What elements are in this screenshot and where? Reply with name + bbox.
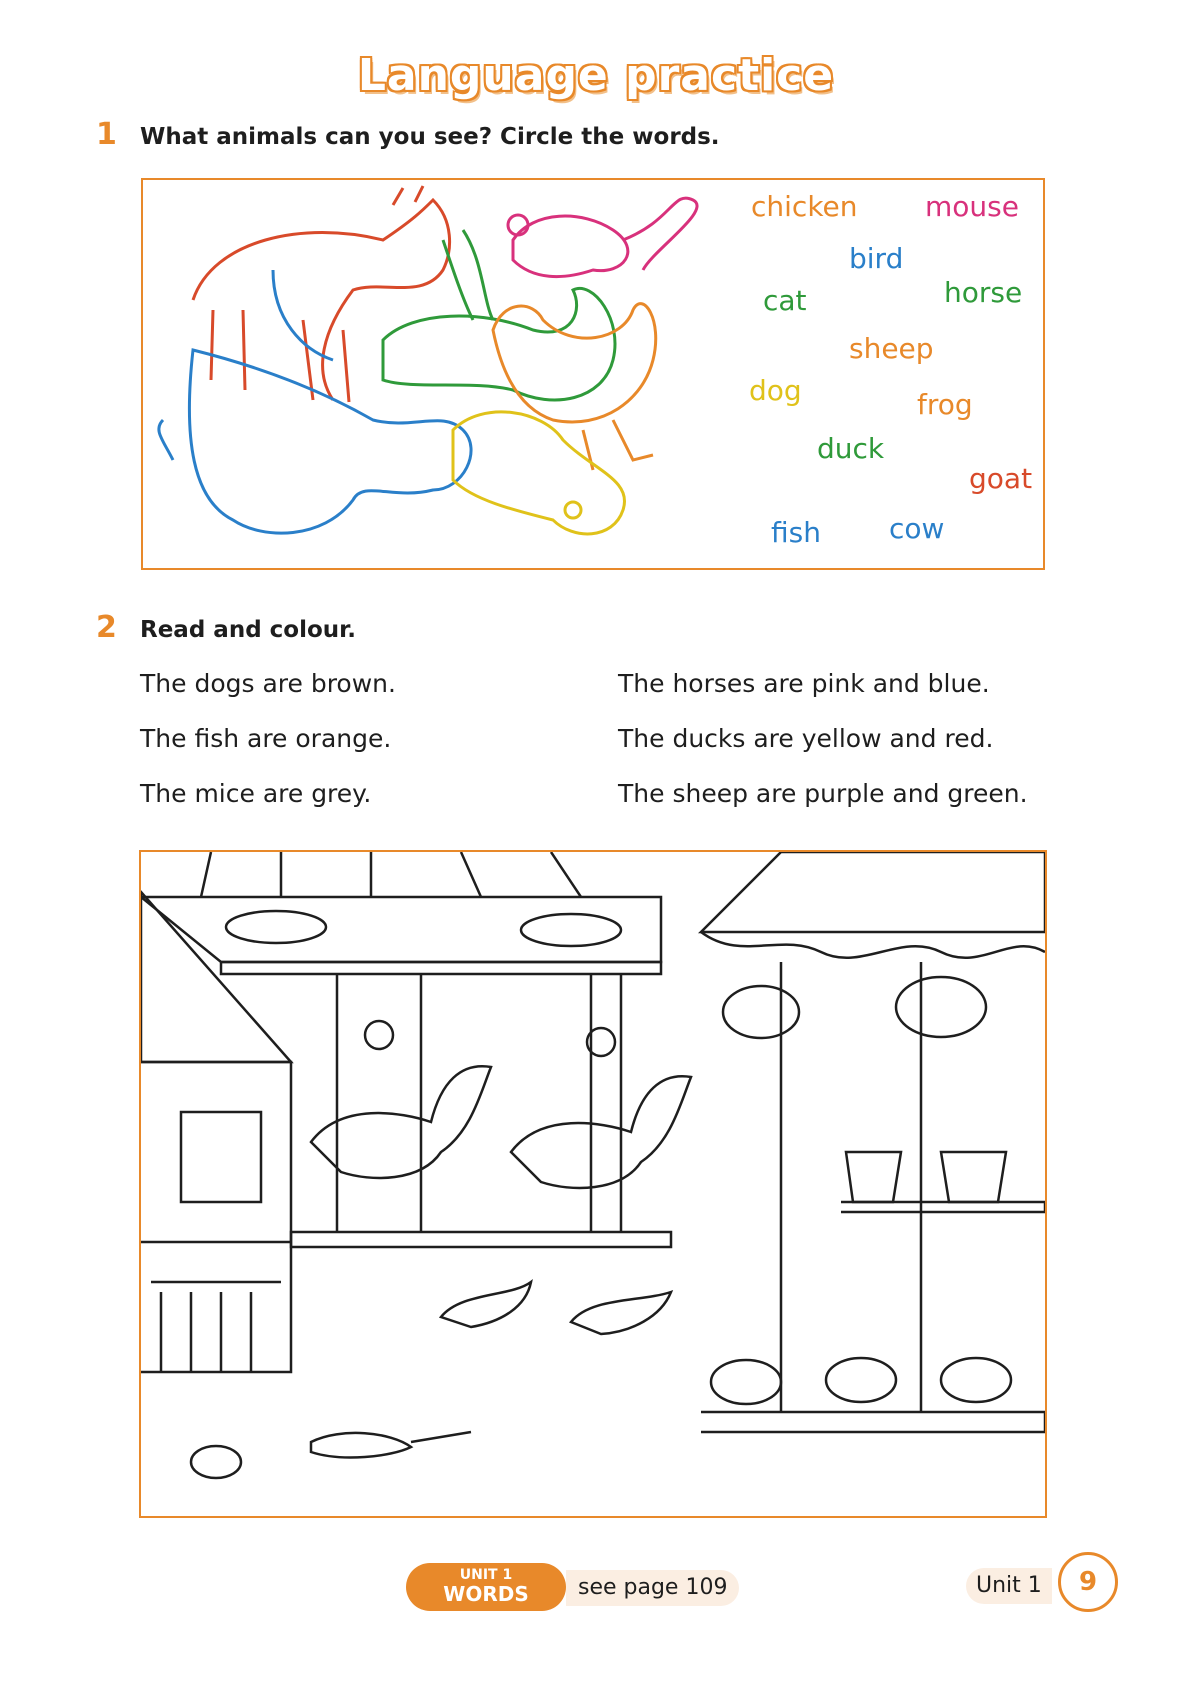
sentence-ducks: The ducks are yellow and red.: [618, 724, 994, 753]
roof-ornament-left: [226, 911, 326, 943]
unit-label: Unit 1: [966, 1568, 1052, 1604]
unit-words-badge[interactable]: [406, 1563, 566, 1611]
dog-2: [571, 1292, 671, 1334]
cow-outline: [159, 270, 471, 533]
goat-outline: [193, 186, 450, 402]
girl-rider: [365, 1021, 393, 1049]
colouring-picture-frame[interactable]: [139, 850, 1047, 1518]
carousel-roof: [141, 897, 661, 962]
word-cat[interactable]: cat: [763, 284, 807, 317]
task-2-heading: [96, 610, 356, 645]
word-duck[interactable]: duck: [817, 432, 885, 465]
duck-toy-3: [941, 1358, 1011, 1402]
word-dog[interactable]: dog: [749, 374, 802, 407]
tangled-animals-illustration: [153, 180, 753, 568]
badge-words-label: WORDS: [443, 1582, 529, 1606]
carousel-horse-right: [511, 1076, 691, 1188]
roof-ornament-right: [521, 914, 621, 946]
animals-word-box: [141, 178, 1045, 570]
word-goat[interactable]: goat: [969, 462, 1033, 495]
sheep-toy-left: [723, 986, 799, 1038]
popcorn-stall-roof: [141, 892, 291, 1062]
funfair-line-drawing[interactable]: [141, 852, 1045, 1516]
word-mouse[interactable]: mouse: [925, 190, 1019, 223]
sentence-mice: The mice are grey.: [140, 779, 372, 808]
task-2-number: 2: [96, 610, 117, 645]
sentence-fish: The fish are orange.: [140, 724, 392, 753]
duck-toy-1: [711, 1360, 781, 1404]
task-2-instruction: Read and colour.: [140, 617, 356, 643]
dog-1: [441, 1282, 531, 1327]
duck-toy-2: [826, 1358, 896, 1402]
see-page-reference: see page 109: [566, 1570, 739, 1606]
sheep-toy-right: [896, 977, 986, 1037]
badge-unit-label: UNIT 1: [459, 1567, 513, 1583]
mouse-outline: [508, 198, 697, 277]
prize-stall-roof: [701, 852, 1045, 932]
word-frog[interactable]: frog: [917, 388, 973, 421]
fish-bowl-left: [846, 1152, 901, 1202]
task-1-number: 1: [96, 117, 117, 152]
sentence-sheep: The sheep are purple and green.: [618, 779, 1028, 808]
sentence-horses: The horses are pink and blue.: [618, 669, 990, 698]
word-horse[interactable]: horse: [944, 276, 1023, 309]
mouse-sitting: [191, 1446, 241, 1478]
mouse-running: [311, 1432, 471, 1457]
popcorn-machine: [181, 1112, 261, 1202]
dog-outline: [383, 230, 615, 400]
word-fish[interactable]: fish: [771, 516, 821, 549]
word-bird[interactable]: bird: [849, 242, 904, 275]
page-number: 9: [1058, 1552, 1118, 1612]
task-1-heading: [96, 117, 720, 152]
word-cow[interactable]: cow: [889, 512, 945, 545]
word-chicken[interactable]: chicken: [751, 190, 858, 223]
duck-outline: [453, 412, 625, 534]
word-sheep[interactable]: sheep: [849, 332, 934, 365]
page-title: Language practice: [357, 50, 835, 101]
fish-bowl-right: [941, 1152, 1006, 1202]
sentence-dogs: The dogs are brown.: [140, 669, 396, 698]
task-1-instruction: What animals can you see? Circle the words.: [140, 124, 720, 150]
chicken-outline: [493, 304, 656, 470]
